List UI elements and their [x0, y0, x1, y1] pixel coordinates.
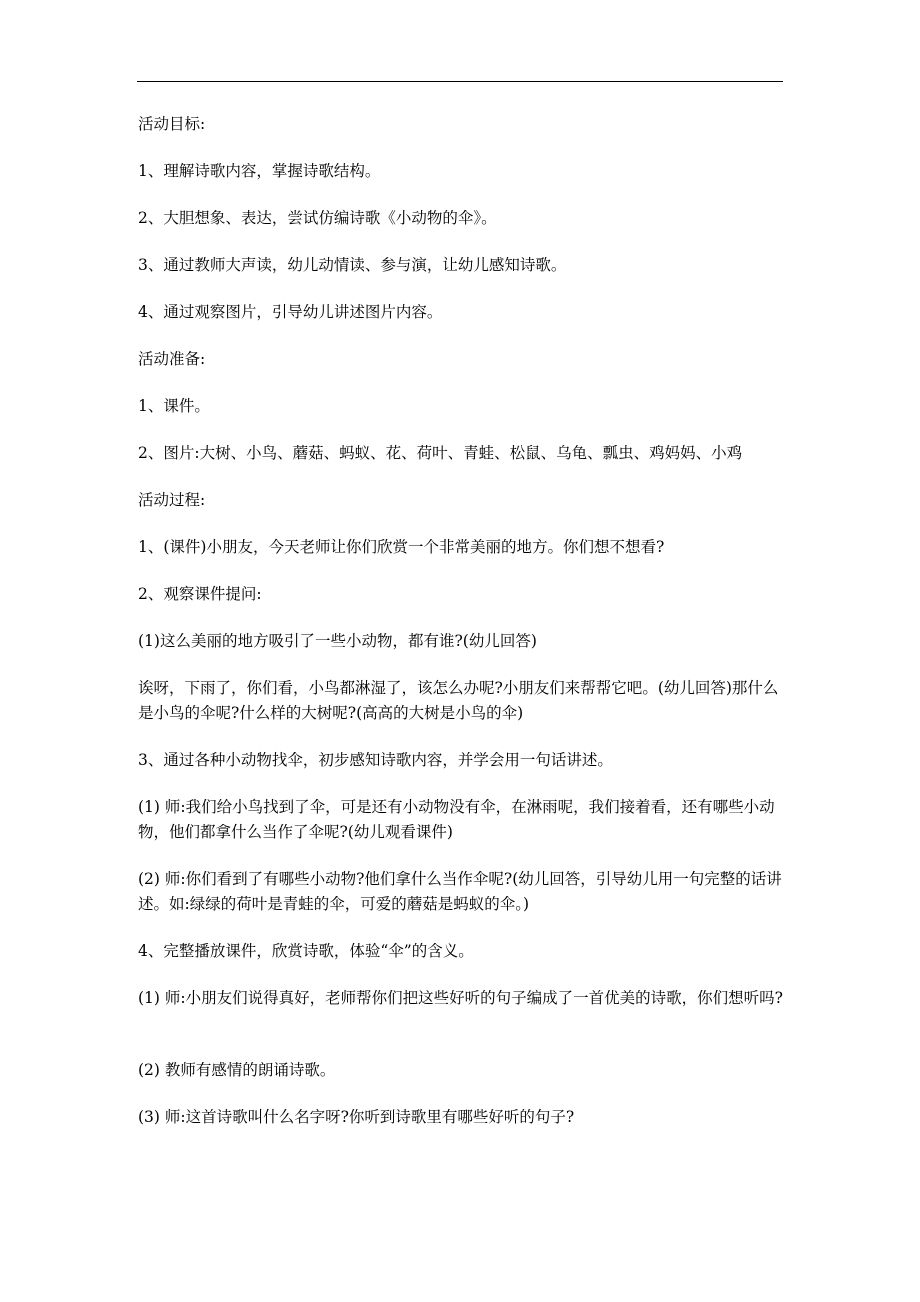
paragraph: (2) 教师有感情的朗诵诗歌。 — [138, 1061, 336, 1079]
paragraph: (1) 师:我们给小鸟找到了伞，可是还有小动物没有伞，在淋雨呢，我们接着看，还有哪些小动物，他们都拿什么当作了伞呢?(幼儿观看课件) — [138, 798, 775, 841]
paragraph: 1、(课件)小朋友，今天老师让你们欣赏一个非常美丽的地方。你们想不想看? — [138, 538, 665, 556]
document-body — [138, 112, 786, 1152]
paragraph: (2) 师:你们看到了有哪些小动物?他们拿什么当作伞呢?(幼儿回答，引导幼儿用一句完整的话讲述。如:绿绿的荷叶是青蛙的伞，可爱的蘑菇是蚂蚁的伞。) — [138, 870, 782, 913]
paragraph: 2、观察课件提问: — [138, 585, 262, 603]
section-heading-process: 活动过程: — [138, 491, 206, 509]
paragraph: 诶呀，下雨了，你们看，小鸟都淋湿了，该怎么办呢?小朋友们来帮帮它吧。(幼儿回答)那什么是小鸟的伞呢?什么样的大树呢?(高高的大树是小鸟的伞) — [138, 679, 779, 722]
paragraph: 2、大胆想象、表达，尝试仿编诗歌《小动物的伞》。 — [138, 209, 497, 227]
paragraph: 2、图片:大树、小鸟、蘑菇、蚂蚁、花、荷叶、青蛙、松鼠、乌龟、瓢虫、鸡妈妈、小鸡 — [138, 444, 743, 462]
section-heading-goals: 活动目标: — [138, 115, 206, 133]
paragraph: 1、课件。 — [138, 397, 210, 415]
paragraph: (1)这么美丽的地方吸引了一些小动物，都有谁?(幼儿回答) — [138, 632, 537, 650]
paragraph: 4、完整播放课件，欣赏诗歌，体验“伞”的含义。 — [138, 942, 474, 960]
paragraph: 3、通过教师大声读，幼儿动情读、参与演，让幼儿感知诗歌。 — [138, 256, 567, 274]
header-rule — [137, 81, 783, 82]
paragraph: 3、通过各种小动物找伞，初步感知诗歌内容，并学会用一句话讲述。 — [138, 751, 613, 769]
paragraph: (1) 师:小朋友们说得真好，老师帮你们把这些好听的句子编成了一首优美的诗歌，你们想听吗? — [138, 989, 783, 1007]
paragraph: (3) 师:这首诗歌叫什么名字呀?你听到诗歌里有哪些好听的句子? — [138, 1108, 575, 1126]
paragraph: 4、通过观察图片，引导幼儿讲述图片内容。 — [138, 303, 443, 321]
paragraph: 1、理解诗歌内容，掌握诗歌结构。 — [138, 162, 381, 180]
section-heading-preparation: 活动准备: — [138, 350, 206, 368]
